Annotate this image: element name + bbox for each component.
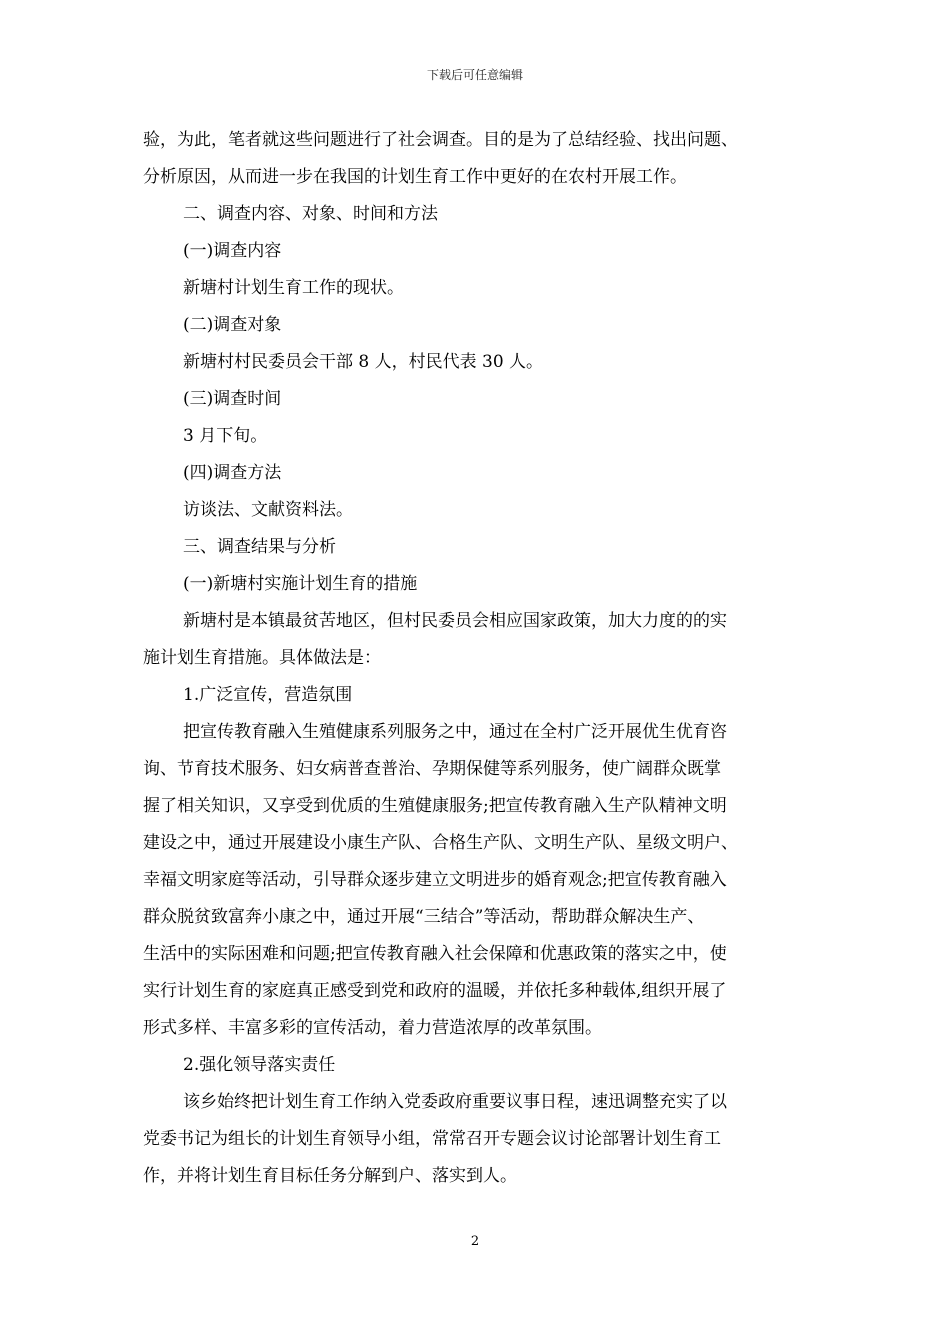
text-line: 询、节育技术服务、妇女病普查普治、孕期保健等系列服务，使广阔群众既掌 (143, 759, 721, 779)
text-line: 1.广泛宣传，营造氛围 (183, 685, 353, 705)
text-line: 建设之中，通过开展建设小康生产队、合格生产队、文明生产队、星级文明户、 (143, 833, 738, 853)
text-line: 二、调查内容、对象、时间和方法 (183, 204, 438, 224)
text-line: 施计划生育措施。具体做法是： (143, 648, 381, 668)
text-line: 实行计划生育的家庭真正感受到党和政府的温暖，并依托多种载体,组织开展了 (143, 981, 727, 1001)
text-line: (一)调查内容 (183, 241, 282, 261)
text-line: 作，并将计划生育目标任务分解到户、落实到人。 (143, 1166, 517, 1186)
text-line: 群众脱贫致富奔小康之中，通过开展“三结合”等活动，帮助群众解决生产、 (143, 907, 705, 927)
text-line: (二)调查对象 (183, 315, 282, 335)
text-line: 生活中的实际困难和问题;把宣传教育融入社会保障和优惠政策的落实之中，使 (143, 944, 727, 964)
text-line: 三、调查结果与分析 (183, 537, 336, 557)
text-line: 新塘村计划生育工作的现状。 (183, 278, 404, 298)
text-line: (一)新塘村实施计划生育的措施 (183, 574, 418, 594)
page-header: 下载后可任意编辑 (426, 68, 523, 82)
text-line: 分析原因，从而进一步在我国的计划生育工作中更好的在农村开展工作。 (143, 167, 687, 187)
text-line: 幸福文明家庭等活动，引导群众逐步建立文明进步的婚育观念;把宣传教育融入 (143, 870, 727, 890)
text-line: (四)调查方法 (183, 463, 282, 483)
text-line: 握了相关知识，又享受到优质的生殖健康服务;把宣传教育融入生产队精神文明 (143, 796, 727, 816)
text-line: 2.强化领导落实责任 (183, 1055, 336, 1075)
text-line: 3 月下旬。 (183, 426, 268, 446)
text-line: 新塘村村民委员会干部 8 人，村民代表 30 人。 (183, 352, 544, 372)
text-line: 形式多样、丰富多彩的宣传活动，着力营造浓厚的改革氛围。 (143, 1018, 602, 1038)
text-line: 该乡始终把计划生育工作纳入党委政府重要议事日程，速迅调整充实了以 (183, 1092, 727, 1112)
text-line: 新塘村是本镇最贫苦地区，但村民委员会相应国家政策，加大力度的的实 (183, 611, 727, 631)
text-line: (三)调查时间 (183, 389, 282, 409)
text-line: 访谈法、文献资料法。 (183, 500, 353, 520)
text-line: 把宣传教育融入生殖健康系列服务之中，通过在全村广泛开展优生优育咨 (183, 722, 727, 742)
text-line: 验，为此，笔者就这些问题进行了社会调查。目的是为了总结经验、找出问题、 (143, 130, 738, 150)
text-line: 党委书记为组长的计划生育领导小组，常常召开专题会议讨论部署计划生育工 (143, 1129, 721, 1149)
page-number: 2 (470, 1234, 480, 1249)
document-body (143, 122, 815, 1195)
